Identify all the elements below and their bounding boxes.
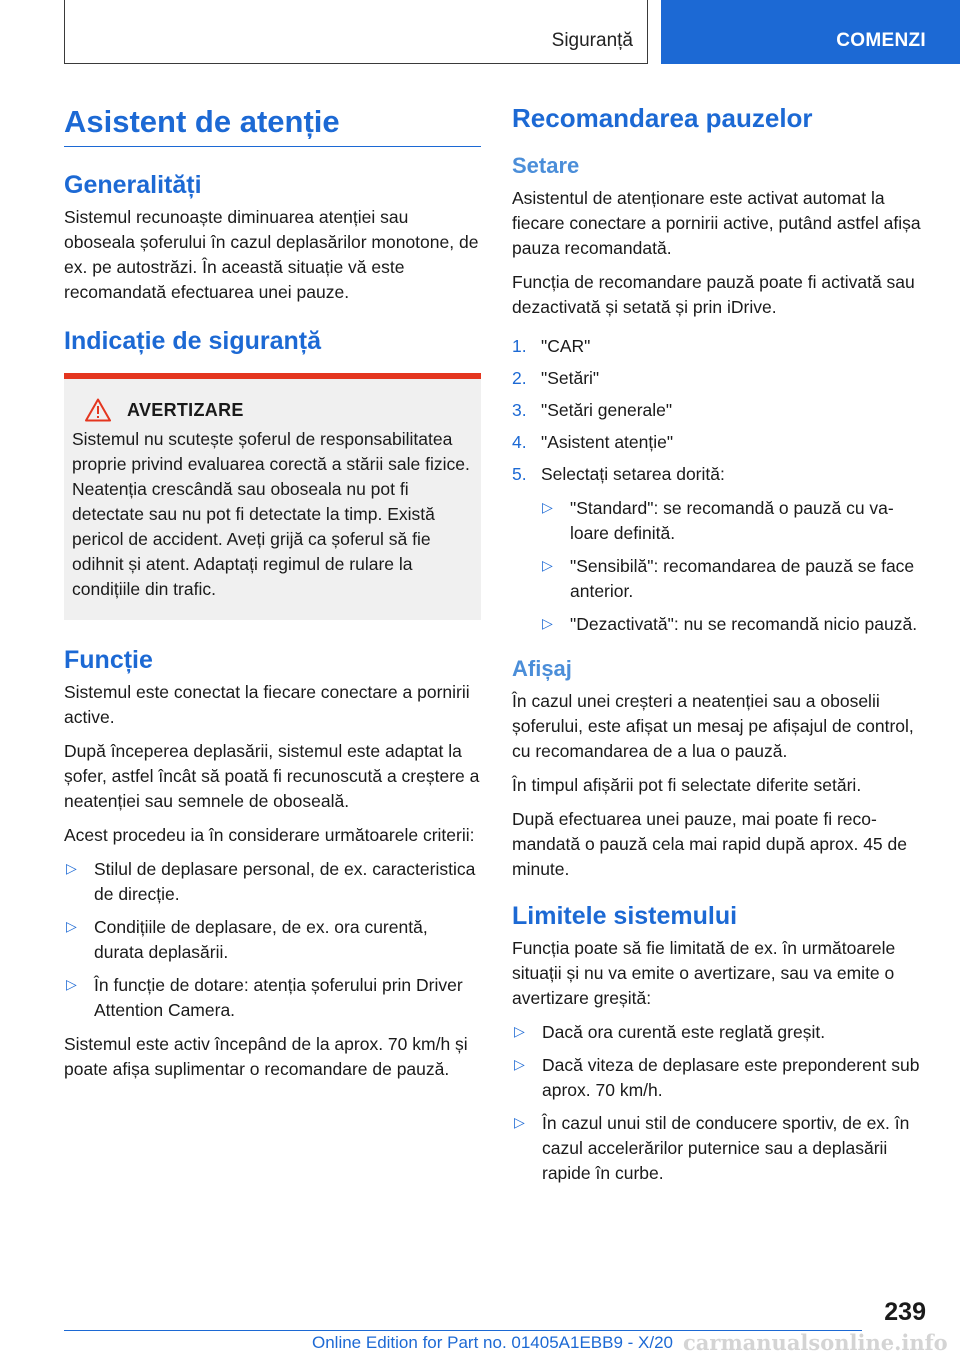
list-item: 2. "Setări" bbox=[512, 368, 600, 388]
page-title: Asistent de atenție bbox=[64, 104, 340, 139]
section-label: Siguranță bbox=[551, 30, 633, 51]
display-paragraph-3: După efectuarea unei pauze, mai poate fi recomandată o pauză cela mai rapid după aprox. 45 de minute. bbox=[512, 809, 907, 879]
triangle-bullet-icon: ▷ bbox=[66, 976, 77, 992]
triangle-bullet-icon: ▷ bbox=[66, 918, 77, 934]
triangle-bullet-icon: ▷ bbox=[514, 1023, 525, 1039]
list-item: 1. "CAR" bbox=[512, 336, 591, 356]
display-paragraph-1: În cazul unei creșteri a neatenției sau a oboselii șoferului, este afișat un mesaj pe afișajul de control, cu recomandarea de a lua o pauză. bbox=[512, 691, 914, 761]
right-column bbox=[512, 100, 926, 1195]
limits-paragraph: Funcția poate să fie limitată de ex. în următoarele situații și nu va emite o avertizare, sau va emite o avertizare greșită: bbox=[512, 938, 896, 1008]
warning-triangle-icon bbox=[85, 398, 111, 422]
warning-box bbox=[64, 373, 481, 620]
list-item: ▷ Dacă ora curentă este reglată greșit. bbox=[514, 1022, 826, 1042]
warning-text: Sistemul nu scutește șoferul de responsabilitatea proprie privind evaluarea corectă a stării sale fizice. Neatenția crescândă sau oboseala nu pot fi detectate sau nu pot fi detectate la timp. Există pericol de accident. Aveți grijă ca șoferul să fie odihnit și atent. Adaptați regimul de rulare la condițiile din trafic. bbox=[72, 429, 470, 599]
triangle-bullet-icon: ▷ bbox=[542, 615, 553, 631]
left-column bbox=[64, 100, 481, 1091]
setting-paragraph-2: Funcția de recomandare pauză poate fi activată sau dezactivată și setată și prin iDrive. bbox=[512, 272, 915, 317]
watermark: carmanualsonline.info bbox=[683, 1330, 948, 1355]
title-divider bbox=[64, 146, 481, 147]
list-item: ▷ Dacă viteza de deplasare este preponderent sub aprox. 70 km/h. bbox=[514, 1055, 920, 1100]
triangle-bullet-icon: ▷ bbox=[514, 1114, 525, 1130]
general-heading: Generalități bbox=[64, 171, 202, 199]
function-paragraph-2: După începerea deplasării, sistemul este adaptat la șofer, astfel încât să poată fi recunoscută a creștere a neatenției sau semnele de oboseală. bbox=[64, 741, 480, 811]
chapter-label: COMENZI bbox=[836, 30, 926, 51]
setting-heading: Setare bbox=[512, 153, 580, 178]
edition-text: Online Edition for Part no. 01405A1EBB9 - X/20 bbox=[312, 1333, 674, 1352]
page-number: 239 bbox=[884, 1298, 926, 1326]
function-paragraph-3: Acest procedeu ia în considerare următoarele criterii: bbox=[64, 825, 475, 845]
function-paragraph-4: Sistemul este activ începând de la aprox. 70 km/h și poate afișa suplimentar o recomandare de pauză. bbox=[64, 1034, 468, 1079]
function-paragraph-1: Sistemul este conectat la fiecare conectare a pornirii active. bbox=[64, 682, 470, 727]
list-item: 4. "Asistent atenție" bbox=[512, 432, 674, 452]
break-recommendation-heading: Recomandarea pauzelor bbox=[512, 103, 813, 133]
list-item: ▷ Condițiile de deplasare, de ex. ora curentă, durata deplasării. bbox=[66, 917, 428, 962]
warning-header bbox=[72, 395, 473, 425]
header-section-tab bbox=[64, 0, 648, 64]
list-item: ▷ În cazul unui stil de conducere sportiv, de ex. în cazul accelerărilor puternice sau a deplasării rapide în curbe. bbox=[514, 1113, 910, 1183]
function-heading: Funcție bbox=[64, 646, 153, 674]
triangle-bullet-icon: ▷ bbox=[542, 557, 553, 573]
list-item: ▷ "Dezactivată": nu se recomandă nicio pauză. bbox=[542, 614, 918, 634]
triangle-bullet-icon: ▷ bbox=[514, 1056, 525, 1072]
general-text: Sistemul recunoaște diminuarea atenției sau oboseala șoferului în cazul deplasărilor monotone, de ex. pe autostrăzi. În această situație vă este recomandată efectuarea unei pauze. bbox=[64, 207, 479, 302]
warning-title: AVERTIZARE bbox=[127, 399, 244, 420]
list-item: 5. Selectați setarea dorită: bbox=[512, 464, 725, 484]
list-item: ▷ Stilul de deplasare personal, de ex. caracteristica de direcție. bbox=[66, 859, 476, 904]
setting-options-list bbox=[540, 496, 926, 637]
header-chapter-tab bbox=[661, 0, 960, 64]
list-item: ▷ "Sensibilă": recomandarea de pauză se face anterior. bbox=[542, 556, 915, 601]
triangle-bullet-icon: ▷ bbox=[66, 860, 77, 876]
limits-list bbox=[512, 1020, 926, 1186]
list-item: 3. "Setări generale" bbox=[512, 400, 673, 420]
criteria-list bbox=[64, 857, 481, 1023]
list-item: ▷ "Standard": se recomandă o pauză cu valoare definită. bbox=[542, 498, 894, 543]
display-heading: Afișaj bbox=[512, 656, 572, 681]
list-item: ▷ În funcție de dotare: atenția șoferului prin Driver Attention Camera. bbox=[66, 975, 463, 1020]
system-limits-heading: Limitele sistemului bbox=[512, 902, 738, 930]
display-paragraph-2: În timpul afișării pot fi selectate diferite setări. bbox=[512, 775, 862, 795]
triangle-bullet-icon: ▷ bbox=[542, 499, 553, 515]
safety-heading: Indicație de siguranță bbox=[64, 327, 322, 355]
setting-paragraph-1: Asistentul de atenționare este activat automat la fiecare conectare a pornirii active, putând astfel afișa pauza recomandată. bbox=[512, 188, 921, 258]
steps-list bbox=[512, 334, 926, 487]
